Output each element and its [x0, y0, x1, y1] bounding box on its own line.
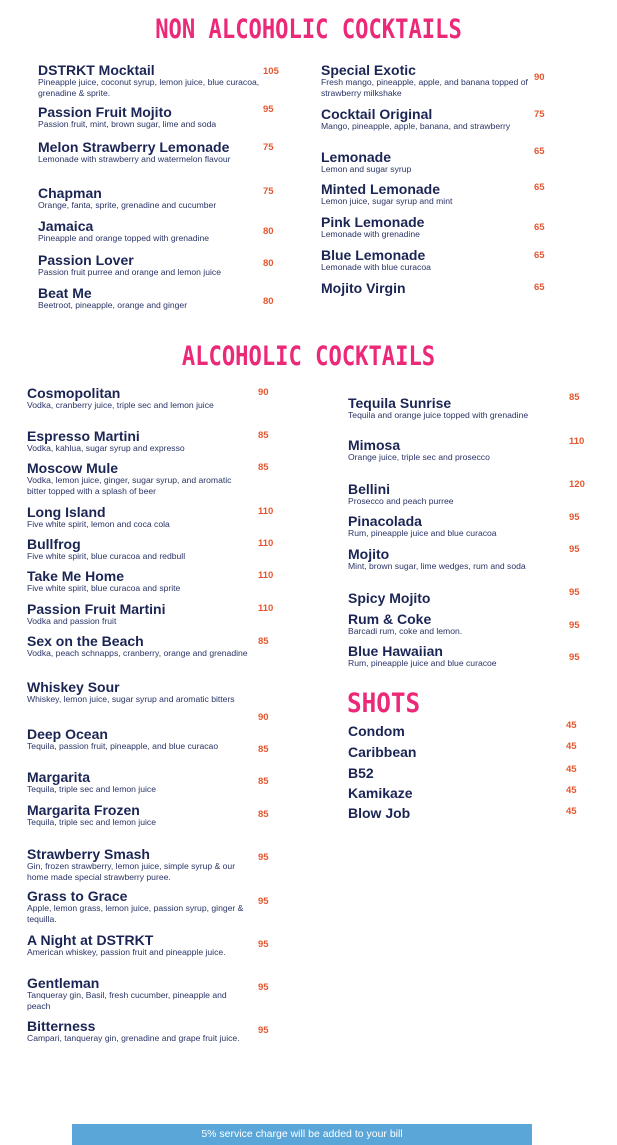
item-price: 75 — [263, 142, 274, 153]
item-name: Gentleman — [27, 975, 100, 991]
item-name: Whiskey Sour — [27, 679, 120, 695]
item-name: Mojito — [348, 546, 390, 562]
item-description: Vodka, kahlua, sugar syrup and expresso — [27, 443, 185, 453]
item-description: Vodka, peach schnapps, cranberry, orange and grenadine — [27, 648, 248, 658]
item-name: Moscow Mule — [27, 460, 119, 476]
item-price: 85 — [258, 462, 269, 473]
item-price: 85 — [258, 809, 269, 820]
item-price: 45 — [566, 785, 577, 796]
item-description: Apple, lemon grass, lemon juice, passion syrup, ginger & tequilla. — [27, 903, 244, 924]
item-price: 65 — [534, 222, 545, 233]
item-price: 95 — [258, 982, 269, 993]
shots-heading: SHOTS — [347, 688, 421, 719]
item-name: Passion Fruit Martini — [27, 601, 166, 617]
item-description: Tanqueray gin, Basil, fresh cucumber, pineapple and peach — [27, 990, 227, 1011]
item-name: B52 — [348, 765, 374, 781]
item-description: Whiskey, lemon juice, sugar syrup and aromatic bitters — [27, 694, 235, 704]
item-description: Rum, pineapple juice and blue curacoe — [348, 658, 497, 668]
item-name: A Night at DSTRKT — [27, 932, 154, 948]
item-price: 75 — [534, 109, 545, 120]
item-name: Jamaica — [38, 218, 94, 234]
item-description: Orange, fanta, sprite, grenadine and cucumber — [38, 200, 217, 210]
item-name: Mojito Virgin — [321, 280, 406, 296]
item-description: Tequila and orange juice topped with grenadine — [348, 410, 529, 420]
item-description: Campari, tanqueray gin, grenadine and grape fruit juice. — [27, 1033, 240, 1043]
item-description: Lemonade with grenadine — [321, 229, 420, 239]
item-price: 110 — [569, 436, 585, 447]
item-price: 95 — [258, 1025, 269, 1036]
item-price: 95 — [258, 939, 269, 950]
item-price: 65 — [534, 182, 545, 193]
item-price: 105 — [263, 66, 279, 77]
item-price: 95 — [258, 852, 269, 863]
item-price: 45 — [566, 764, 577, 775]
item-name: Take Me Home — [27, 568, 124, 584]
service-charge-text: 5% service charge will be added to your bill — [201, 1128, 403, 1140]
item-description: Rum, pineapple juice and blue curacoa — [348, 528, 497, 538]
item-description: Five white spirit, lemon and coca cola — [27, 519, 170, 529]
item-description: Fresh mango, pineapple, apple, and banana topped of strawberry milkshake — [321, 77, 528, 98]
item-price: 110 — [258, 538, 274, 549]
item-price: 80 — [263, 296, 274, 307]
item-name: Margarita — [27, 769, 91, 785]
item-description: Beetroot, pineapple, orange and ginger — [38, 300, 188, 310]
item-name: Bellini — [348, 481, 391, 497]
item-name: Grass to Grace — [27, 888, 128, 904]
item-price: 95 — [569, 620, 580, 631]
alcoholic-heading: ALCOHOLIC COCKTAILS — [181, 341, 436, 372]
item-name: Sex on the Beach — [27, 633, 144, 649]
item-price: 45 — [566, 720, 577, 731]
item-name: Passion Lover — [38, 252, 134, 268]
item-description: Vodka and passion fruit — [27, 616, 117, 626]
item-price: 90 — [534, 72, 545, 83]
item-name: DSTRKT Mocktail — [38, 62, 155, 78]
item-name: Beat Me — [38, 285, 92, 301]
item-price: 110 — [258, 506, 274, 517]
item-description: Vodka, cranberry juice, triple sec and lemon juice — [27, 400, 214, 410]
item-description: Lemonade with blue curacoa — [321, 262, 431, 272]
item-price: 65 — [534, 250, 545, 261]
item-description: Pineapple juice, coconut syrup, lemon juice, blue curacoa, grenadine & sprite. — [38, 77, 260, 98]
item-description: Pineapple and orange topped with grenadine — [38, 233, 210, 243]
item-name: Spicy Mojito — [348, 590, 431, 606]
item-description: Lemon and sugar syrup — [321, 164, 412, 174]
item-price: 110 — [258, 603, 274, 614]
item-name: Condom — [348, 723, 405, 739]
item-name: Long Island — [27, 504, 106, 520]
item-name: Chapman — [38, 185, 102, 201]
item-description: Tequila, passion fruit, pineapple, and blue curacao — [27, 741, 219, 751]
item-price: 45 — [566, 741, 577, 752]
item-description: Barcadi rum, coke and lemon. — [348, 626, 463, 636]
item-description: Five white spirit, blue curacoa and redbull — [27, 551, 186, 561]
service-charge-banner — [72, 1124, 532, 1145]
item-name: Blue Lemonade — [321, 247, 426, 263]
item-name: Tequila Sunrise — [348, 395, 452, 411]
item-description: Vodka, lemon juice, ginger, sugar syrup, and aromatic bitter topped with a splash of beer — [27, 475, 232, 496]
item-name: Bitterness — [27, 1018, 96, 1034]
item-price: 80 — [263, 226, 274, 237]
item-description: Passion fruit, mint, brown sugar, lime and soda — [38, 119, 217, 129]
item-name: Margarita Frozen — [27, 802, 140, 818]
item-name: Cosmopolitan — [27, 385, 121, 401]
item-description: Prosecco and peach purree — [348, 496, 454, 506]
item-price: 75 — [263, 186, 274, 197]
item-price: 85 — [258, 776, 269, 787]
item-price: 65 — [534, 282, 545, 293]
item-name: Cocktail Original — [321, 106, 433, 122]
item-name: Strawberry Smash — [27, 846, 150, 862]
item-name: Bullfrog — [27, 536, 81, 552]
item-description: Five white spirit, blue curacoa and sprite — [27, 583, 181, 593]
item-price: 45 — [566, 806, 577, 817]
item-price: 110 — [258, 570, 274, 581]
item-price: 120 — [569, 479, 585, 490]
item-description: American whiskey, passion fruit and pineapple juice. — [27, 947, 226, 957]
item-price: 85 — [258, 430, 269, 441]
item-price: 90 — [258, 712, 269, 723]
item-name: Special Exotic — [321, 62, 416, 78]
item-name: Minted Lemonade — [321, 181, 441, 197]
item-price: 95 — [258, 896, 269, 907]
item-name: Kamikaze — [348, 785, 413, 801]
item-name: Rum & Coke — [348, 611, 432, 627]
item-price: 95 — [569, 652, 580, 663]
item-description: Tequila, triple sec and lemon juice — [27, 817, 156, 827]
non-alcoholic-heading: NON ALCOHOLIC COCKTAILS — [155, 14, 462, 45]
item-name: Lemonade — [321, 149, 392, 165]
item-name: Caribbean — [348, 744, 417, 760]
item-price: 95 — [263, 104, 274, 115]
item-description: Lemonade with strawberry and watermelon flavour — [38, 154, 231, 164]
item-description: Tequila, triple sec and lemon juice — [27, 784, 156, 794]
item-price: 95 — [569, 544, 580, 555]
item-description: Mint, brown sugar, lime wedges, rum and soda — [348, 561, 526, 571]
item-name: Blow Job — [348, 805, 411, 821]
item-name: Pinacolada — [348, 513, 422, 529]
item-name: Passion Fruit Mojito — [38, 104, 172, 120]
item-description: Mango, pineapple, apple, banana, and strawberry — [321, 121, 511, 131]
item-price: 90 — [258, 387, 269, 398]
item-price: 65 — [534, 146, 545, 157]
item-price: 80 — [263, 258, 274, 269]
item-price: 85 — [569, 392, 580, 403]
item-name: Espresso Martini — [27, 428, 140, 444]
item-price: 95 — [569, 512, 580, 523]
item-description: Orange juice, triple sec and prosecco — [348, 452, 490, 462]
item-description: Gin, frozen strawberry, lemon juice, simple syrup & our home made special strawberry puree. — [27, 861, 236, 882]
item-price: 85 — [258, 636, 269, 647]
item-name: Deep Ocean — [27, 726, 108, 742]
item-name: Pink Lemonade — [321, 214, 425, 230]
item-name: Blue Hawaiian — [348, 643, 443, 659]
item-name: Melon Strawberry Lemonade — [38, 139, 230, 155]
item-price: 85 — [258, 744, 269, 755]
item-name: Mimosa — [348, 437, 401, 453]
item-description: Passion fruit purree and orange and lemon juice — [38, 267, 221, 277]
item-description: Lemon juice, sugar syrup and mint — [321, 196, 453, 206]
item-price: 95 — [569, 587, 580, 598]
